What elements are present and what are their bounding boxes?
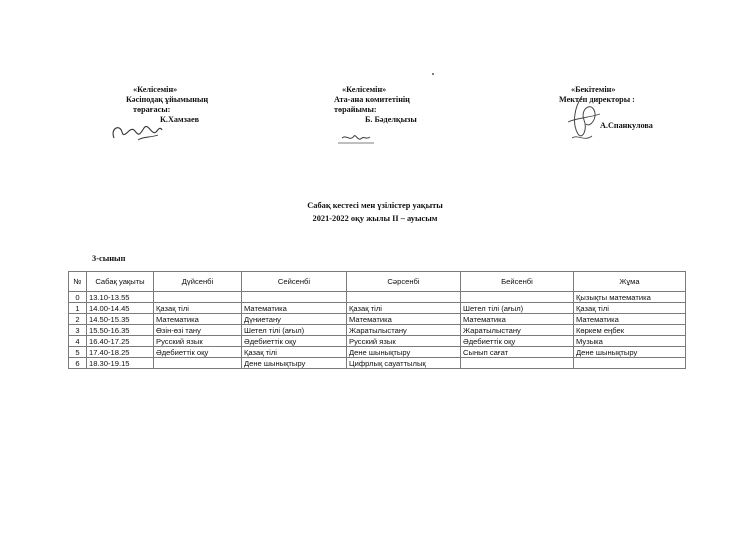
- table-row: [69, 325, 686, 336]
- table-cell: [242, 292, 347, 303]
- table-cell: Жаратылыстану: [461, 325, 574, 336]
- header-cell: Дүйсенбі: [154, 272, 242, 292]
- table-cell: Дүниетану: [242, 314, 347, 325]
- table-header-row: [69, 272, 686, 292]
- approval-name: А.Спанкулова: [600, 121, 653, 130]
- table-cell: Сынып сағат: [461, 347, 574, 358]
- table-cell: [574, 358, 686, 369]
- table-row: [69, 303, 686, 314]
- table-cell: 18.30-19.15: [87, 358, 154, 369]
- approval-heading: «Келісемін»: [133, 85, 178, 94]
- signature-right: [560, 94, 604, 146]
- table-cell: Өзін-өзі тану: [154, 325, 242, 336]
- approval-heading: «Келісемін»: [342, 85, 387, 94]
- table-cell: 16.40-17.25: [87, 336, 154, 347]
- approval-role-line: Ата-ана комитетінің: [334, 95, 410, 104]
- table-cell: 2: [69, 314, 87, 325]
- header-cell: №: [69, 272, 87, 292]
- class-label: 3-сынып: [92, 254, 126, 263]
- table-cell: 17.40-18.25: [87, 347, 154, 358]
- table-cell: [347, 292, 461, 303]
- signature-left: [108, 116, 168, 146]
- table-cell: Қызықты математика: [574, 292, 686, 303]
- table-cell: 15.50-16.35: [87, 325, 154, 336]
- document-subtitle: 2021-2022 оқу жылы ІІ – ауысым: [312, 214, 438, 223]
- table-cell: Әдебиеттік оқу: [242, 336, 347, 347]
- table-cell: Дене шынықтыру: [242, 358, 347, 369]
- table-cell: Қазақ тілі: [242, 347, 347, 358]
- table-cell: Музыка: [574, 336, 686, 347]
- table-cell: Математика: [242, 303, 347, 314]
- table-cell: Русский язык: [154, 336, 242, 347]
- table-cell: Жаратылыстану: [347, 325, 461, 336]
- table-cell: 5: [69, 347, 87, 358]
- table-row: [69, 358, 686, 369]
- table-cell: Қазақ тілі: [154, 303, 242, 314]
- table-cell: [461, 292, 574, 303]
- table-cell: Әдебиеттік оқу: [154, 347, 242, 358]
- document-title: Сабақ кестесі мен үзілістер уақыты: [307, 201, 443, 210]
- table-cell: 3: [69, 325, 87, 336]
- approval-role-line: төрайымы:: [334, 105, 377, 114]
- table-cell: Шетел тілі (ағыл): [242, 325, 347, 336]
- table-cell: 13.10-13.55: [87, 292, 154, 303]
- table-cell: Көркем еңбек: [574, 325, 686, 336]
- table-row: [69, 314, 686, 325]
- table-cell: Математика: [347, 314, 461, 325]
- table-row: [69, 336, 686, 347]
- table-row: [69, 292, 686, 303]
- table-cell: Әдебиеттік оқу: [461, 336, 574, 347]
- table-cell: Шетел тілі (ағыл): [461, 303, 574, 314]
- table-cell: [154, 358, 242, 369]
- approval-heading: «Бекітемін»: [571, 85, 616, 94]
- table-cell: Қазақ тілі: [574, 303, 686, 314]
- table-cell: Русский язык: [347, 336, 461, 347]
- table-cell: Цифрлық сауаттылық: [347, 358, 461, 369]
- table-cell: Қазақ тілі: [347, 303, 461, 314]
- table-cell: Математика: [154, 314, 242, 325]
- signature-middle: [336, 132, 376, 146]
- table-cell: 0: [69, 292, 87, 303]
- approval-parents-committee: [334, 85, 417, 125]
- approval-role-line: төрағасы:: [133, 105, 171, 114]
- approval-name: К.Хамзаев: [160, 115, 200, 124]
- approval-role-line: Кәсіподақ ұйымының: [126, 95, 209, 104]
- table-cell: [154, 292, 242, 303]
- table-cell: 14.00-14.45: [87, 303, 154, 314]
- header-cell: Бейсенбі: [461, 272, 574, 292]
- table-cell: [461, 358, 574, 369]
- header-cell: Сәрсенбі: [347, 272, 461, 292]
- table-row: [69, 347, 686, 358]
- table-cell: Математика: [574, 314, 686, 325]
- table-cell: 1: [69, 303, 87, 314]
- schedule-table: [68, 271, 686, 369]
- header-cell: Сабақ уақыты: [87, 272, 154, 292]
- approval-name: Б. Бәделқызы: [365, 115, 417, 124]
- table-cell: 14.50-15.35: [87, 314, 154, 325]
- scan-speck: [432, 73, 434, 75]
- table-cell: Дене шынықтыру: [347, 347, 461, 358]
- table-cell: Математика: [461, 314, 574, 325]
- header-cell: Жұма: [574, 272, 686, 292]
- header-cell: Сейсенбі: [242, 272, 347, 292]
- table-cell: 6: [69, 358, 87, 369]
- table-cell: Дене шынықтыру: [574, 347, 686, 358]
- approval-role-line: Мектеп директоры :: [559, 95, 635, 104]
- table-cell: 4: [69, 336, 87, 347]
